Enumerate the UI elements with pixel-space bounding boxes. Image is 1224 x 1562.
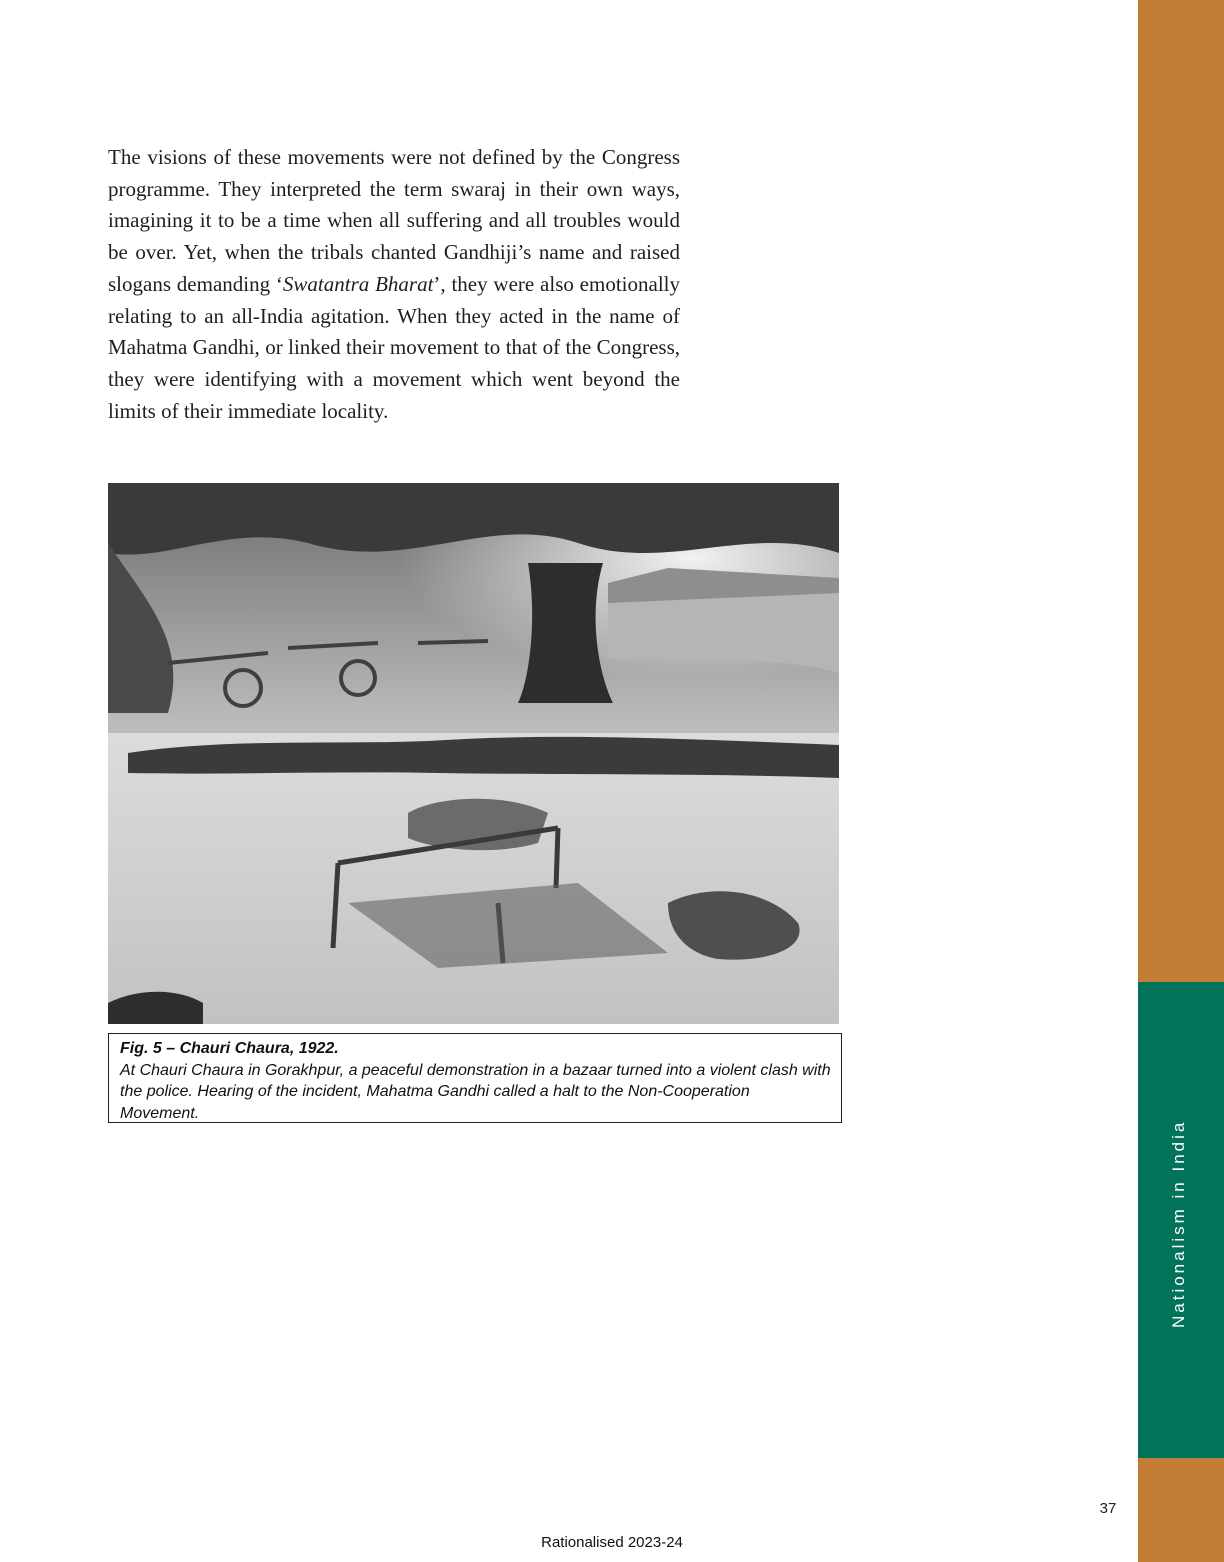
figure-caption-text: At Chauri Chaura in Gorakhpur, a peaceful demonstration in a bazaar turned into a violent clash with the police. Hearing of the incident, Mahatma Gandhi called a halt to the Non-Cooperation Movement. xyxy=(120,1061,831,1122)
chauri-chaura-photo xyxy=(108,483,839,1024)
sidebar-band-top xyxy=(1138,0,1224,982)
body-paragraph xyxy=(108,142,680,427)
body-text-emphasis: Swatantra Bharat xyxy=(282,271,434,296)
figure-caption xyxy=(108,1033,842,1123)
sidebar-band-bottom xyxy=(1138,1458,1224,1562)
sidebar-chapter-label: Nationalism in India xyxy=(1169,1119,1188,1328)
body-text-part-2: ’, they were also emotionally relating to an all-India agitation. When they acted in the name of Mahatma Gandhi, or linked their movement to that of the Congress, they were identifying with a movement which went beyond the limits of their immediate locality. xyxy=(108,271,680,423)
figure-title: Fig. 5 – Chauri Chaura, 1922. xyxy=(120,1040,339,1057)
footer-note: Rationalised 2023-24 xyxy=(541,1534,683,1551)
page-number: 37 xyxy=(1099,1500,1117,1517)
body-text-part-1: The visions of these movements were not defined by the Congress programme. They interpreted the term swaraj in their own ways, imagining it to be a time when all suffering and all troubles would be over. Yet, when the tribals chanted Gandhiji’s name and raised slogans demanding ‘ xyxy=(108,145,680,296)
